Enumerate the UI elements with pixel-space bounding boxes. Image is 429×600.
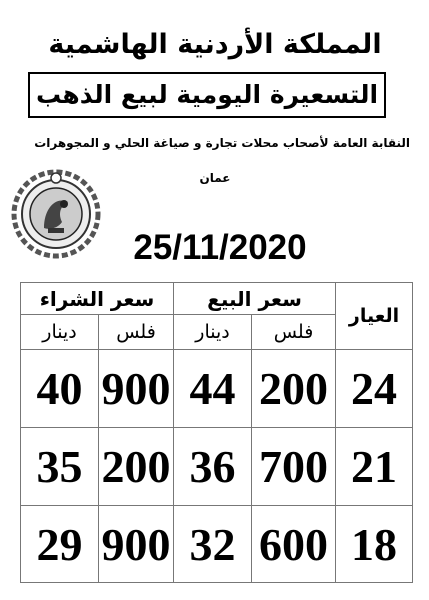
union-emblem-icon <box>10 168 102 260</box>
country-title: المملكة الأردنية الهاشمية <box>48 29 382 60</box>
city-name: عمان <box>199 171 231 185</box>
sell-dinar-value: 32 <box>174 506 252 583</box>
buy-dinar-label: دينار <box>21 315 99 350</box>
sell-price-header: سعر البيع <box>174 283 336 315</box>
karat-value: 18 <box>336 506 413 583</box>
buy-fils-value: 900 <box>99 350 174 428</box>
table-row <box>21 506 413 583</box>
sell-dinar-label: دينار <box>174 315 252 350</box>
gold-price-table <box>20 282 413 583</box>
buy-dinar-value: 29 <box>21 506 99 583</box>
sell-fils-value: 200 <box>252 350 336 428</box>
buy-dinar-value: 40 <box>21 350 99 428</box>
karat-value: 21 <box>336 428 413 506</box>
table-row <box>21 428 413 506</box>
buy-fils-label: فلس <box>99 315 174 350</box>
price-date: 25/11/2020 <box>133 228 307 267</box>
karat-value: 24 <box>336 350 413 428</box>
sell-fils-value: 700 <box>252 428 336 506</box>
buy-dinar-value: 35 <box>21 428 99 506</box>
union-name: النقابة العامة لأصحاب محلات تجارة و صياغة الحلي و المجوهرات <box>34 136 410 150</box>
buy-fils-value: 900 <box>99 506 174 583</box>
karat-header: العيار <box>336 283 413 350</box>
pricing-subtitle: التسعيرة اليومية لبيع الذهب <box>28 72 386 118</box>
buy-price-header: سعر الشراء <box>21 283 174 315</box>
buy-fils-value: 200 <box>99 428 174 506</box>
sell-dinar-value: 44 <box>174 350 252 428</box>
sell-fils-value: 600 <box>252 506 336 583</box>
sell-fils-label: فلس <box>252 315 336 350</box>
sell-dinar-value: 36 <box>174 428 252 506</box>
table-row <box>21 350 413 428</box>
